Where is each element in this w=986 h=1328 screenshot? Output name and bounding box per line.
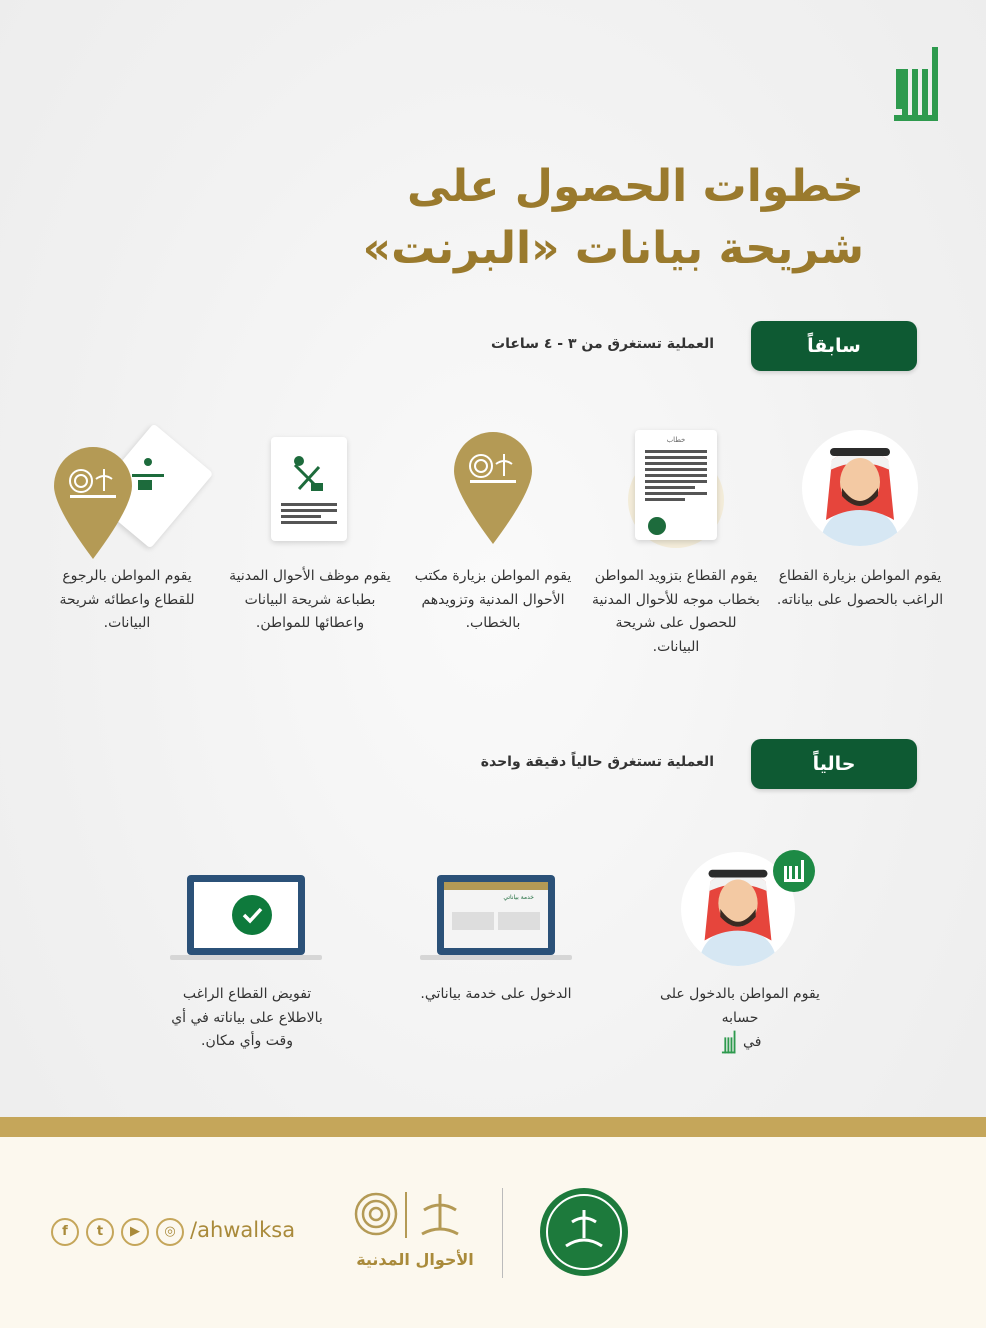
title-line-1: خطوات الحصول على bbox=[406, 161, 864, 212]
before-duration-note: العملية تستغرق من ٣ - ٤ ساعات bbox=[491, 336, 714, 352]
ahwal-location-pin-2-icon bbox=[54, 447, 132, 559]
print-document bbox=[271, 437, 347, 541]
now-step-1 bbox=[650, 983, 830, 1055]
before-step-3: يقوم المواطن بزيارة مكتب الأحوال المدنية وتزويدهم بالخطاب. bbox=[414, 568, 572, 631]
youtube-icon[interactable]: ▶ bbox=[121, 1218, 149, 1246]
ahwal-location-pin-icon bbox=[454, 432, 532, 544]
citizen-avatar bbox=[802, 430, 918, 546]
ahwal-logo-icon bbox=[354, 1186, 474, 1246]
facebook-icon[interactable]: f bbox=[51, 1218, 79, 1246]
now-duration-note: العملية تستغرق حالياً دقيقة واحدة bbox=[480, 754, 714, 770]
before-step-1: يقوم المواطن بزيارة القطاع الراغب بالحصول على بياناته. bbox=[776, 568, 944, 608]
footer-divider bbox=[502, 1188, 503, 1278]
citizen-icon bbox=[802, 430, 918, 546]
laptop-base bbox=[420, 955, 572, 960]
absher-inline-icon bbox=[719, 1030, 739, 1054]
checkmark-icon bbox=[232, 895, 272, 935]
social-handle[interactable]: /ahwalksa bbox=[190, 1218, 296, 1242]
ministry-emblem-icon bbox=[540, 1188, 628, 1276]
title-line-2: شريحة بيانات «البرنت» bbox=[362, 223, 864, 274]
ahwal-logo-text: الأحوال المدنية bbox=[356, 1250, 474, 1269]
twitter-icon[interactable]: t bbox=[86, 1218, 114, 1246]
now-badge: حالياً bbox=[751, 739, 917, 789]
laptop-service-screen bbox=[437, 875, 555, 955]
letter-lines-icon bbox=[635, 444, 717, 544]
letter-document bbox=[635, 430, 717, 540]
absher-badge-icon bbox=[773, 850, 815, 892]
service-screen-label: خدمة بياناتي bbox=[503, 894, 534, 901]
before-step-4: يقوم موظف الأحوال المدنية بطباعة شريحة البيانات واعطائها للمواطن. bbox=[229, 568, 391, 631]
now-step-3: تفويض القطاع الراغب بالاطلاع على بياناته في أي وقت وأي مكان. bbox=[171, 986, 323, 1049]
laptop-base-2 bbox=[170, 955, 322, 960]
now-step-1-suffix: في bbox=[743, 1034, 762, 1050]
footer-gold-band bbox=[0, 1117, 986, 1137]
before-badge: سابقاً bbox=[751, 321, 917, 371]
letter-heading: خطاب bbox=[666, 436, 686, 444]
now-step-2: الدخول على خدمة بياناتي. bbox=[420, 986, 572, 1002]
absher-logo bbox=[894, 45, 940, 123]
printing-icon bbox=[271, 437, 347, 541]
before-step-5: يقوم المواطن بالرجوع للقطاع واعطائه شريحة البيانات. bbox=[59, 568, 195, 631]
laptop-check-screen bbox=[187, 875, 305, 955]
office-desk-icon bbox=[128, 456, 168, 500]
now-step-1-text: يقوم المواطن بالدخول على حسابه bbox=[660, 986, 820, 1026]
page-title bbox=[304, 156, 864, 280]
before-step-2: يقوم القطاع بتزويد المواطن بخطاب موجه للأحوال المدنية للحصول على شريحة البيانات. bbox=[592, 568, 760, 655]
instagram-icon[interactable]: ◎ bbox=[156, 1218, 184, 1246]
